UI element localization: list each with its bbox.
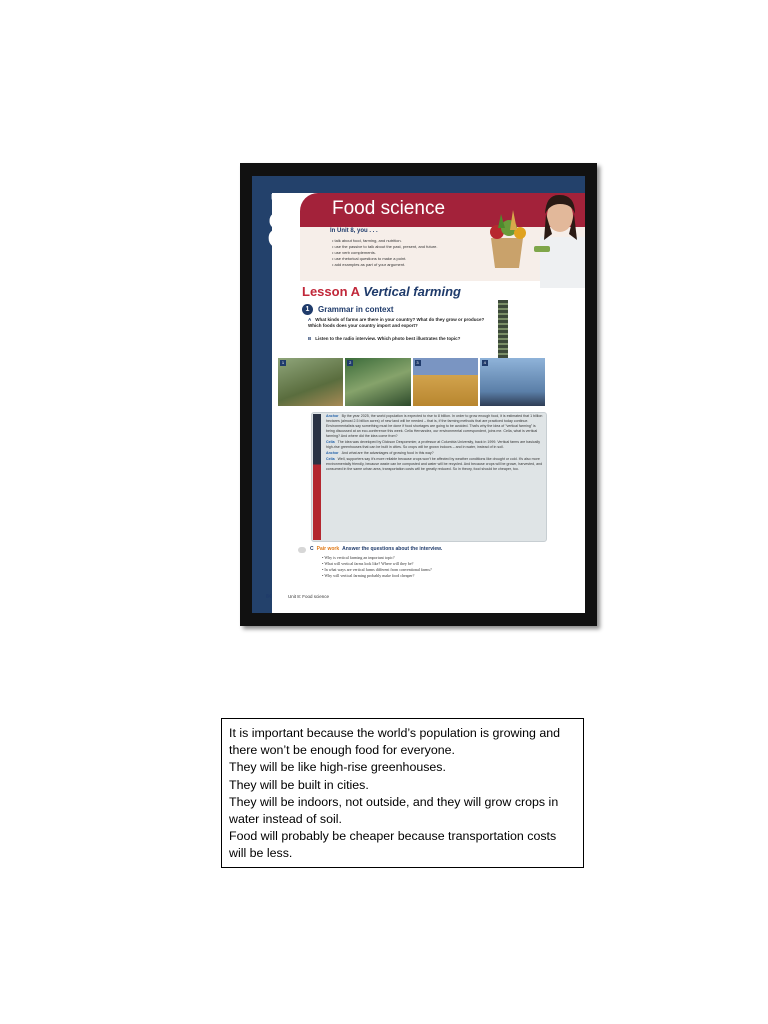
pair-question: • Why is vertical farming an important topic? [322,555,432,561]
photo-farming-4 [480,358,545,406]
page-number: 84 [266,594,272,600]
photo-number: 1 [281,360,285,365]
transcript-line [326,451,544,456]
transcript-line [326,457,544,472]
goals-list [332,238,437,268]
question-c [310,546,442,552]
transcript-line [326,414,544,439]
goal-item: • use the passive to talk about the past, present, and future. [332,244,437,250]
photo-number: 3 [416,360,419,365]
goal-item: • use rhetorical questions to make a point. [332,256,437,262]
photo-farming-1 [278,358,343,406]
answer-line: Food will probably be cheaper because transportation costs [229,829,557,844]
pair-work-questions [322,555,432,579]
section-number-badge: 1 [302,304,313,315]
interview-transcript [326,414,544,473]
goal-item: • use verb complements. [332,250,437,256]
question-text: Listen to the radio interview. Which photo best illustrates the topic? [315,336,461,341]
question-letter: B [308,336,312,341]
pair-question: • What will vertical farms look like? Where will they be? [322,561,432,567]
question-a [308,317,498,329]
textbook-page-image [252,176,585,613]
speaker-name: Celia [326,457,335,461]
speaker-text: The idea was developed by Dickson Despommier, a professor at Columbia University, back in 1999. Vertical farms are basically high-rise greenhouses that can be built in cities. So crops will be grown indoors – and in water, instead of in soil. [326,440,541,449]
lesson-label: Lesson A [302,284,360,299]
answer-line: water instead of soil. [229,812,342,827]
in-unit-heading: In Unit 8, you . . . [330,228,378,234]
radio-stripe [313,414,321,540]
pair-question: • In what ways are vertical farms different from conventional farms? [322,567,432,573]
chef-photo [532,182,585,288]
page-footer: Unit 8: Food science [288,594,330,599]
pair-work-label: Pair work [316,546,340,552]
speaker-text: And what are the advantages of growing food in this way? [341,451,434,455]
pair-work-icon [298,547,306,553]
transcript-line [326,440,544,450]
answer-box [221,718,584,868]
pair-work-instruction: Answer the questions about the interview. [342,546,443,552]
section-heading: Grammar in context [318,305,394,314]
question-letter: A [308,317,312,322]
speaker-name: Anchor [326,451,339,455]
speaker-text: Well, supporters say it's more reliable because crops won't be affected by weather conditions like drought or cold. It's also more environmentally friendly, because waste can be composted and water will be recycled. And because crops will be grown, harvested, and consumed in the same urban area, transportation costs will be greatly reduced. So in theory, food should be cheaper, too. [326,457,543,471]
goal-item: • talk about food, farming, and nutrition. [332,238,437,244]
photo-number: 4 [483,360,486,365]
speaker-name: Anchor [326,414,339,418]
photo-farming-2 [345,358,410,406]
goal-item: • add examples as part of your argument. [332,262,437,268]
answer-line: They will be built in cities. [229,777,369,792]
photo-number: 2 [349,360,352,365]
answer-line: will be less. [229,846,293,861]
produce-bag-image [477,202,537,272]
answer-line: They will be like high-rise greenhouses. [229,760,446,775]
lesson-name: Vertical farming [363,284,461,299]
question-text: What kinds of farms are there in your country? What do they grow or produce? Which foods does your country import and export? [308,317,485,328]
pair-question: • Why will vertical farming probably make food cheaper? [322,573,432,579]
answer-line: They will be indoors, not outside, and they will grow crops in [229,794,559,809]
answer-line: there won’t be enough food for everyone. [229,743,455,758]
unit-number: 8 [267,202,294,260]
unit-label: Unit [271,193,291,204]
question-letter: C [310,546,314,552]
lesson-title [302,284,461,299]
answer-line: It is important because the world’s population is growing and [229,726,561,740]
photo-farming-3 [413,358,478,406]
photo-strip [278,358,545,406]
unit-title: Food science [332,198,446,219]
speaker-name: Celia [326,440,335,444]
question-b [308,336,498,342]
speaker-text: By the year 2025, the world population is expected to rise to 8 billion. In order to grow enough food, it is estimated that 1 billion hectares (almost 2.5 billion acres) of new land will be needed – that is, if the farming methods that are practiced today continue. Environmentalists say something must be done if food shortages are going to be avoided. That's why the idea of "vertical farming" is being discussed at an eco-conference this week. Celia Hernandez, our environmental correspondent, joins me. Celia, what is vertical farming? And where did the idea come from? [326,414,543,438]
